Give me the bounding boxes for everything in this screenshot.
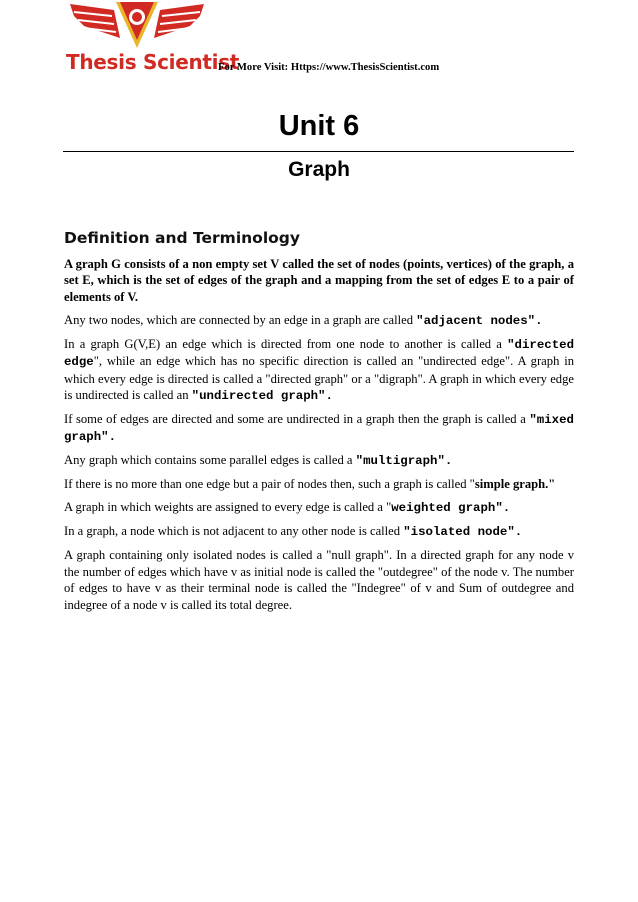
title-divider: [63, 151, 574, 152]
text: If there is no more than one edge but a pair of nodes then, such a graph is called ": [64, 477, 475, 492]
term-multigraph: "multigraph".: [355, 454, 453, 469]
term-undirected-graph: "undirected graph".: [191, 389, 333, 404]
paragraph-graph-definition: A graph G consists of a non empty set V called the set of nodes (points, vertices) of the graph, a set E, which is the set of edges of the graph and a mapping from the set of edges E to a pair of elements of V.: [64, 257, 574, 304]
term-simple-graph: simple graph.": [474, 477, 556, 492]
paragraph-simple-graph: [64, 476, 574, 492]
unit-subtitle: Graph: [288, 158, 350, 181]
section-heading: Definition and Terminology: [64, 229, 300, 247]
thesis-scientist-logo: [62, 0, 240, 78]
paragraph-directed-edge: [64, 336, 574, 405]
brand-name: Thesis Scientist: [66, 50, 240, 74]
term-mixed-graph: "mixed graph".: [64, 413, 574, 445]
text: In a graph, a node which is not adjacent to any other node is called: [64, 524, 404, 539]
page-header: [0, 0, 638, 80]
term-directed-edge: "directed edge: [64, 337, 574, 370]
term-adjacent-nodes: "adjacent nodes".: [416, 313, 543, 328]
text: Any two nodes, which are connected by an edge in a graph are called: [64, 312, 417, 327]
paragraph-mixed-graph: [64, 411, 574, 446]
paragraph-adjacent-nodes: [64, 312, 574, 329]
visit-url-text[interactable]: For More Visit: Https://www.ThesisScientist.com: [218, 62, 440, 73]
paragraph-multigraph: [64, 452, 574, 469]
paragraph-null-graph-degree: A graph containing only isolated nodes is called a "null graph". In a directed graph for any node v the number of edges which have v as initial node is called the "outdegree" of the node v. The number of edges to have v as their terminal node is called the "Indegree" of v and Sum of outdegree and indegree of a node v is called its total degree.: [64, 548, 574, 612]
text: A graph in which weights are assigned to every edge is called a ": [64, 500, 392, 515]
paragraph-isolated-node: [64, 523, 574, 540]
winged-shield-logo-icon: [62, 0, 212, 52]
text: In a graph G(V,E) an edge which is directed from one node to another is called a: [64, 336, 508, 351]
term-isolated-node: "isolated node".: [403, 525, 523, 540]
body-text: [64, 256, 574, 620]
paragraph-weighted-graph: [64, 499, 574, 516]
term-weighted-graph: weighted graph".: [391, 501, 511, 516]
unit-title: Unit 6: [278, 110, 360, 142]
text: If some of edges are directed and some are undirected in a graph then the graph is called a: [64, 412, 530, 427]
text: ", while an edge which has no specific direction is called an "undirected edge". A graph in which every edge is directed is called a "directed graph" or a "digraph". A graph in which every edge is undirected is called an: [64, 354, 574, 403]
text: Any graph which contains some parallel edges is called a: [64, 453, 356, 468]
